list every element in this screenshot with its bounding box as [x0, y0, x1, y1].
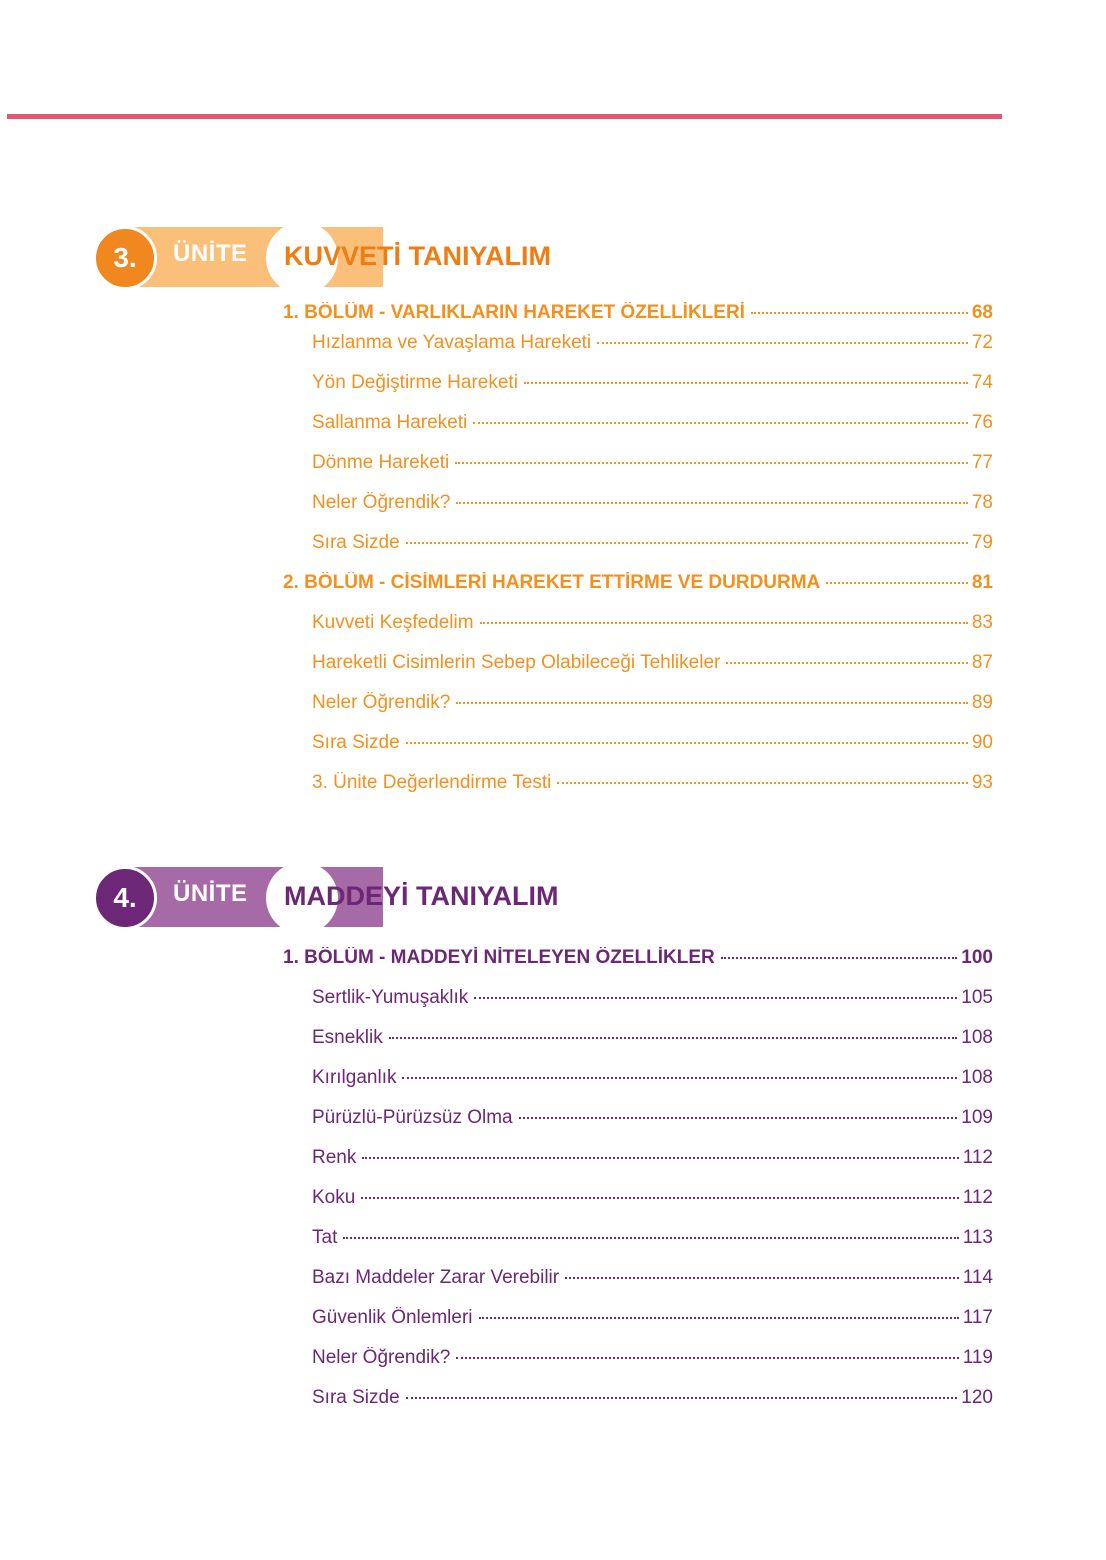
- toc-entry-title: Pürüzlü-Pürüzsüz Olma: [312, 1107, 513, 1128]
- toc-dot-leader: [751, 312, 968, 314]
- toc-row[interactable]: [283, 412, 993, 442]
- toc-page-number: 93: [971, 772, 993, 793]
- toc-dot-leader: [480, 622, 968, 624]
- top-divider-rule: [7, 114, 1002, 119]
- toc-dot-leader: [343, 1237, 958, 1239]
- toc-row[interactable]: [283, 1147, 993, 1177]
- toc-dot-leader: [361, 1197, 958, 1199]
- toc-page-number: 114: [962, 1267, 993, 1288]
- toc-dot-leader: [721, 957, 958, 959]
- toc-entry-title: Renk: [312, 1147, 357, 1168]
- toc-entry-title: Sıra Sizde: [312, 732, 400, 753]
- toc-entry-title: Hızlanma ve Yavaşlama Hareketi: [312, 332, 592, 353]
- toc-row[interactable]: [283, 1107, 993, 1137]
- toc-page-number: 105: [961, 987, 993, 1008]
- toc-dot-leader: [456, 1357, 958, 1359]
- toc-row[interactable]: [283, 732, 993, 762]
- toc-row[interactable]: [283, 332, 993, 362]
- toc-dot-leader: [474, 997, 957, 999]
- toc-row[interactable]: [283, 612, 993, 642]
- toc-entry-title: 1. BÖLÜM - VARLIKLARIN HAREKET ÖZELLİKLERİ: [283, 302, 745, 323]
- toc-dot-leader: [456, 702, 968, 704]
- toc-dot-leader: [406, 542, 968, 544]
- toc-entry-title: Kırılganlık: [312, 1067, 397, 1088]
- toc-entry-title: Bazı Maddeler Zarar Verebilir: [312, 1267, 560, 1288]
- toc-page-number: 89: [971, 692, 993, 713]
- toc-page-number: 108: [961, 1067, 993, 1088]
- toc-page-number: 78: [971, 492, 993, 513]
- toc-page-number: 76: [971, 412, 993, 433]
- toc-entry-title: Sallanma Hareketi: [312, 412, 468, 433]
- toc-dot-leader: [456, 502, 968, 504]
- toc-page-number: 112: [962, 1187, 993, 1208]
- toc-entry-title: Neler Öğrendik?: [312, 692, 451, 713]
- toc-row[interactable]: [283, 1347, 993, 1377]
- unit-3-header: [93, 226, 613, 290]
- toc-page-number: 77: [971, 452, 993, 473]
- toc-entry-title: 3. Ünite Değerlendirme Testi: [312, 772, 552, 793]
- unit-3-number-badge: 3.: [93, 226, 157, 290]
- toc-dot-leader: [726, 662, 968, 664]
- toc-page-number: 117: [962, 1307, 993, 1328]
- toc-dot-leader: [402, 1077, 957, 1079]
- toc-page-number: 100: [961, 947, 993, 968]
- toc-dot-leader: [362, 1157, 958, 1159]
- toc-entry-title: Kuvveti Keşfedelim: [312, 612, 474, 633]
- toc-row-section[interactable]: [283, 947, 993, 977]
- toc-entry-title: Yön Değiştirme Hareketi: [312, 372, 518, 393]
- unit-3-label: ÜNİTE: [173, 240, 248, 267]
- toc-page-number: 108: [961, 1027, 993, 1048]
- toc-dot-leader: [557, 782, 967, 784]
- toc-row[interactable]: [283, 1307, 993, 1337]
- toc-page-number: 87: [971, 652, 993, 673]
- toc-page-number: 120: [961, 1387, 993, 1408]
- toc-entry-title: Neler Öğrendik?: [312, 1347, 451, 1368]
- toc-row[interactable]: [283, 1067, 993, 1097]
- toc-row-section[interactable]: [283, 302, 993, 332]
- toc-row[interactable]: [283, 1027, 993, 1057]
- toc-entry-title: Güvenlik Önlemleri: [312, 1307, 473, 1328]
- toc-dot-leader: [826, 582, 968, 584]
- unit-4-toc: [283, 947, 993, 1417]
- toc-entry-title: Sertlik-Yumuşaklık: [312, 987, 469, 1008]
- unit-4-header: [93, 866, 613, 930]
- toc-entry-title: Hareketli Cisimlerin Sebep Olabileceği Tehlikeler: [312, 652, 721, 673]
- toc-entry-title: Sıra Sizde: [312, 1387, 400, 1408]
- toc-page-number: 83: [971, 612, 993, 633]
- toc-dot-leader: [524, 382, 968, 384]
- toc-row-section[interactable]: [283, 572, 993, 602]
- toc-row[interactable]: [283, 692, 993, 722]
- toc-entry-title: Dönme Hareketi: [312, 452, 450, 473]
- toc-row[interactable]: [283, 1187, 993, 1217]
- toc-entry-title: Esneklik: [312, 1027, 383, 1048]
- toc-row[interactable]: [283, 492, 993, 522]
- toc-row[interactable]: [283, 652, 993, 682]
- toc-entry-title: 2. BÖLÜM - CİSİMLERİ HAREKET ETTİRME VE DURDURMA: [283, 572, 821, 593]
- toc-entry-title: Koku: [312, 1187, 356, 1208]
- toc-row[interactable]: [283, 1387, 993, 1417]
- toc-dot-leader: [406, 1397, 958, 1399]
- toc-entry-title: Tat: [312, 1227, 338, 1248]
- toc-dot-leader: [389, 1037, 958, 1039]
- toc-entry-title: Sıra Sizde: [312, 532, 400, 553]
- toc-entry-title: Neler Öğrendik?: [312, 492, 451, 513]
- toc-page-number: 74: [971, 372, 993, 393]
- toc-dot-leader: [406, 742, 968, 744]
- unit-3-toc: [283, 302, 993, 802]
- toc-page-number: 112: [962, 1147, 993, 1168]
- toc-page-number: 79: [971, 532, 993, 553]
- toc-page-number: 90: [971, 732, 993, 753]
- toc-dot-leader: [479, 1317, 959, 1319]
- toc-page-number: 72: [971, 332, 993, 353]
- toc-row[interactable]: [283, 987, 993, 1017]
- toc-row[interactable]: [283, 372, 993, 402]
- toc-page-number: 81: [971, 572, 993, 593]
- unit-3-title: KUVVETİ TANIYALIM: [284, 241, 552, 271]
- toc-dot-leader: [455, 462, 968, 464]
- unit-4-number-badge: 4.: [93, 866, 157, 930]
- toc-row[interactable]: [283, 532, 993, 562]
- toc-row[interactable]: [283, 1267, 993, 1297]
- toc-row[interactable]: [283, 452, 993, 482]
- toc-row[interactable]: [283, 772, 993, 802]
- toc-row[interactable]: [283, 1227, 993, 1257]
- toc-dot-leader: [597, 342, 968, 344]
- toc-page-number: 119: [962, 1347, 993, 1368]
- toc-dot-leader: [565, 1277, 959, 1279]
- toc-dot-leader: [519, 1117, 958, 1119]
- toc-page-number: 113: [962, 1227, 993, 1248]
- unit-4-title: MADDEYİ TANIYALIM: [284, 881, 559, 911]
- toc-page-number: 109: [961, 1107, 993, 1128]
- unit-4-label: ÜNİTE: [173, 880, 248, 907]
- toc-page-number: 68: [971, 302, 993, 323]
- toc-entry-title: 1. BÖLÜM - MADDEYİ NİTELEYEN ÖZELLİKLER: [283, 947, 715, 968]
- toc-dot-leader: [473, 422, 968, 424]
